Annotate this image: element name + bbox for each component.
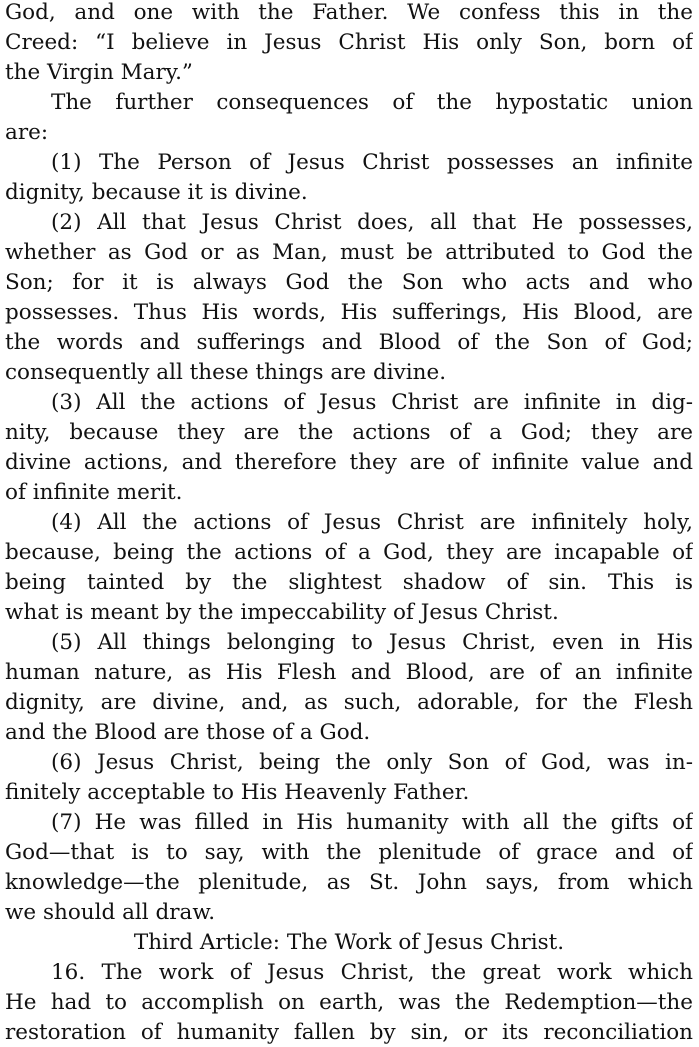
- text-line: finitely acceptable to His Heavenly Father.: [5, 780, 470, 805]
- text-line: nity, because they are the actions of a God; they are: [5, 420, 693, 445]
- text-line: possesses. Thus His words, His sufferings, His Blood, are: [5, 300, 693, 325]
- text-line: God, and one with the Father. We confess this in the: [5, 0, 693, 25]
- text-line: Creed: “I believe in Jesus Christ His only Son, born of: [5, 30, 693, 55]
- list-item-7-start: (7) He was filled in His humanity with all the gifts of: [51, 810, 693, 835]
- text-line: the Virgin Mary.”: [5, 60, 193, 85]
- list-item-6-start: (6) Jesus Christ, being the only Son of God, was in-: [51, 750, 693, 775]
- text-line: we should all draw.: [5, 900, 216, 925]
- text-line: being tainted by the slightest shadow of sin. This is: [5, 570, 693, 595]
- text-line: and the Blood are those of a God.: [5, 720, 371, 745]
- list-item-4-start: (4) All the actions of Jesus Christ are infinitely holy,: [51, 510, 693, 535]
- text-line: the words and sufferings and Blood of the Son of God;: [5, 330, 693, 355]
- text-line: consequently all these things are divine.: [5, 360, 447, 385]
- text-line: restoration of humanity fallen by sin, or its reconciliation: [5, 1020, 693, 1045]
- text-line: are:: [5, 120, 49, 145]
- list-item-1-start: (1) The Person of Jesus Christ possesses an infinite: [51, 150, 693, 175]
- text-line: because, being the actions of a God, they are incapable of: [5, 540, 693, 565]
- text-line: dignity, because it is divine.: [5, 180, 308, 205]
- text-line: whether as God or as Man, must be attributed to God the: [5, 240, 693, 265]
- text-line: Son; for it is always God the Son who acts and who: [5, 270, 693, 295]
- text-line: He had to accomplish on earth, was the Redemption—the: [5, 990, 693, 1015]
- text-line: God—that is to say, with the plenitude of grace and of: [5, 840, 693, 865]
- book-page-text: [5, 0, 693, 1045]
- list-item-5-start: (5) All things belonging to Jesus Christ, even in His: [51, 630, 693, 655]
- paragraph-16-start: 16. The work of Jesus Christ, the great work which: [51, 960, 693, 985]
- text-line: what is meant by the impeccability of Jesus Christ.: [5, 600, 559, 625]
- text-line: human nature, as His Flesh and Blood, are of an infinite: [5, 660, 693, 685]
- text-line: dignity, are divine, and, as such, adorable, for the Flesh: [5, 690, 693, 715]
- text-line: knowledge—the plenitude, as St. John says, from which: [5, 870, 693, 895]
- text-line: divine actions, and therefore they are of infinite value and: [5, 450, 693, 475]
- text-line: of infinite merit.: [5, 480, 183, 505]
- list-item-3-start: (3) All the actions of Jesus Christ are infinite in dig-: [51, 390, 693, 415]
- section-heading: Third Article: The Work of Jesus Christ.: [133, 930, 565, 955]
- list-item-2-start: (2) All that Jesus Christ does, all that He possesses,: [51, 210, 693, 235]
- paragraph-start-line: The further consequences of the hypostatic union: [51, 90, 693, 115]
